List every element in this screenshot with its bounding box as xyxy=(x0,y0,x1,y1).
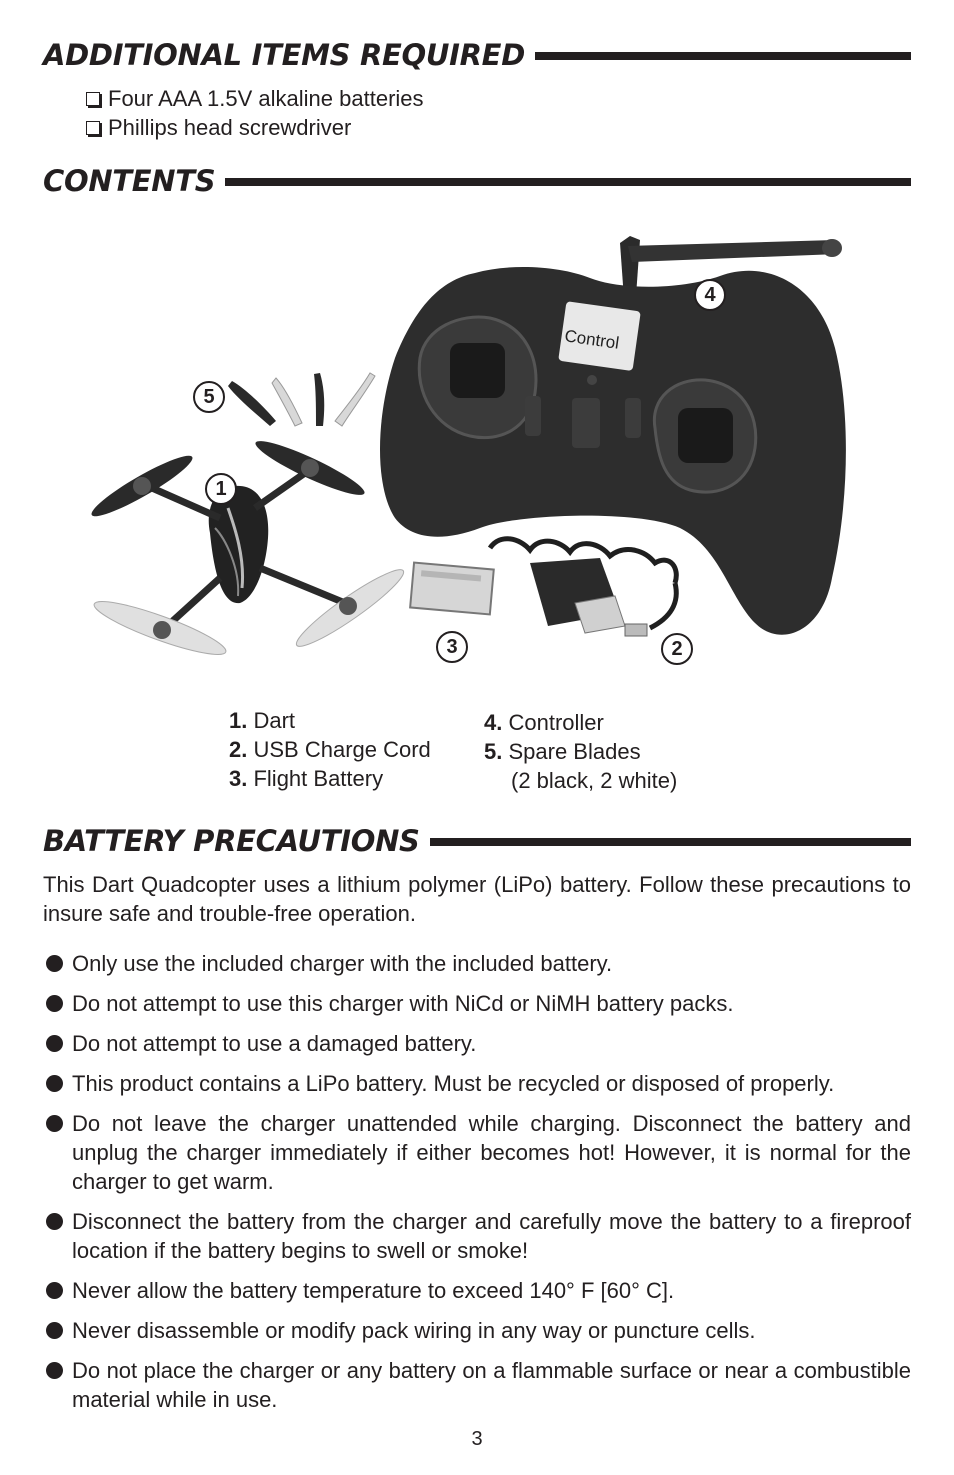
quadcopter-illustration xyxy=(87,434,410,664)
parts-list-left xyxy=(229,706,431,793)
precaution-text: Disconnect the battery from the charger and carefully move the battery to a fireproof location if the battery begins to swell or smoke! xyxy=(72,1209,911,1263)
list-item xyxy=(43,1029,911,1058)
additional-items-title: ADDITIONAL ITEMS REQUIRED xyxy=(43,38,525,72)
list-item xyxy=(43,1356,911,1414)
callout-4: 4 xyxy=(694,279,726,311)
additional-items-header xyxy=(43,38,911,72)
part-number: 2. xyxy=(229,737,248,762)
precautions-list xyxy=(43,949,911,1425)
precaution-text: Never allow the battery temperature to exceed 140° F [60° C]. xyxy=(72,1278,675,1303)
additional-items-list xyxy=(86,84,424,142)
contents-header xyxy=(43,164,911,198)
controller-logo: Control xyxy=(563,326,621,353)
list-item xyxy=(229,735,431,764)
bullet-icon xyxy=(46,1322,63,1339)
list-item xyxy=(43,1207,911,1265)
list-item xyxy=(484,737,677,766)
bullet-icon xyxy=(46,1362,63,1379)
bullet-icon xyxy=(46,1075,63,1092)
checkbox-icon xyxy=(86,92,100,106)
flight-battery-illustration xyxy=(410,563,494,615)
section-rule xyxy=(535,52,911,60)
battery-precautions-header xyxy=(43,824,911,858)
battery-precautions-title: BATTERY PRECAUTIONS xyxy=(43,824,420,858)
callout-2: 2 xyxy=(661,633,693,665)
part-label: Dart xyxy=(253,708,296,733)
list-item xyxy=(484,708,677,737)
bullet-icon xyxy=(46,1035,63,1052)
contents-figure xyxy=(80,218,850,693)
part-number: 3. xyxy=(229,766,248,791)
precaution-text: Do not place the charger or any battery on a flammable surface or near a combustible material while in use. xyxy=(72,1358,911,1412)
page-number: 3 xyxy=(471,1428,483,1450)
bullet-icon xyxy=(46,1213,63,1230)
callout-1: 1 xyxy=(205,473,237,505)
list-item xyxy=(43,989,911,1018)
parts-list-right xyxy=(484,708,677,795)
part-number: 5. xyxy=(484,739,503,764)
section-rule xyxy=(430,838,911,846)
part-number: 1. xyxy=(229,708,248,733)
section-rule xyxy=(225,178,911,186)
callout-3: 3 xyxy=(436,631,468,663)
part-label: Controller xyxy=(508,710,604,735)
item-label: Four AAA 1.5V alkaline batteries xyxy=(108,86,424,111)
spare-blades-illustration xyxy=(228,373,375,426)
precaution-text: Never disassemble or modify pack wiring in any way or puncture cells. xyxy=(72,1318,756,1343)
item-label: Phillips head screwdriver xyxy=(108,115,352,140)
list-item xyxy=(43,1316,911,1345)
checkbox-icon xyxy=(86,121,100,135)
precaution-text: Do not attempt to use a damaged battery. xyxy=(72,1031,477,1056)
list-item xyxy=(43,1109,911,1196)
contents-title: CONTENTS xyxy=(43,164,216,198)
list-item xyxy=(43,1069,911,1098)
precaution-text: This product contains a LiPo battery. Must be recycled or disposed of properly. xyxy=(72,1071,835,1096)
list-item xyxy=(86,113,424,142)
list-item xyxy=(43,949,911,978)
contents-illustration xyxy=(80,218,850,693)
bullet-icon xyxy=(46,1282,63,1299)
part-note: (2 black, 2 white) xyxy=(511,768,678,793)
bullet-icon xyxy=(46,955,63,972)
precaution-text: Do not leave the charger unattended while charging. Disconnect the battery and unplug the charger immediately if either becomes hot! However, it is normal for the charger to get warm. xyxy=(72,1111,911,1194)
callout-5: 5 xyxy=(193,381,225,413)
battery-intro: This Dart Quadcopter uses a lithium polymer (LiPo) battery. Follow these precautions to insure safe and trouble-free operation. xyxy=(43,872,911,926)
list-item xyxy=(43,1276,911,1305)
usb-charge-cord-illustration xyxy=(490,539,676,636)
bullet-icon xyxy=(46,995,63,1012)
part-label: Spare Blades xyxy=(508,739,641,764)
list-item xyxy=(86,84,424,113)
part-label: Flight Battery xyxy=(253,766,384,791)
list-item xyxy=(229,706,431,735)
precaution-text: Do not attempt to use this charger with NiCd or NiMH battery packs. xyxy=(72,991,734,1016)
precaution-text: Only use the included charger with the included battery. xyxy=(72,951,613,976)
part-label: USB Charge Cord xyxy=(253,737,431,762)
bullet-icon xyxy=(46,1115,63,1132)
part-number: 4. xyxy=(484,710,503,735)
list-item xyxy=(229,764,431,793)
